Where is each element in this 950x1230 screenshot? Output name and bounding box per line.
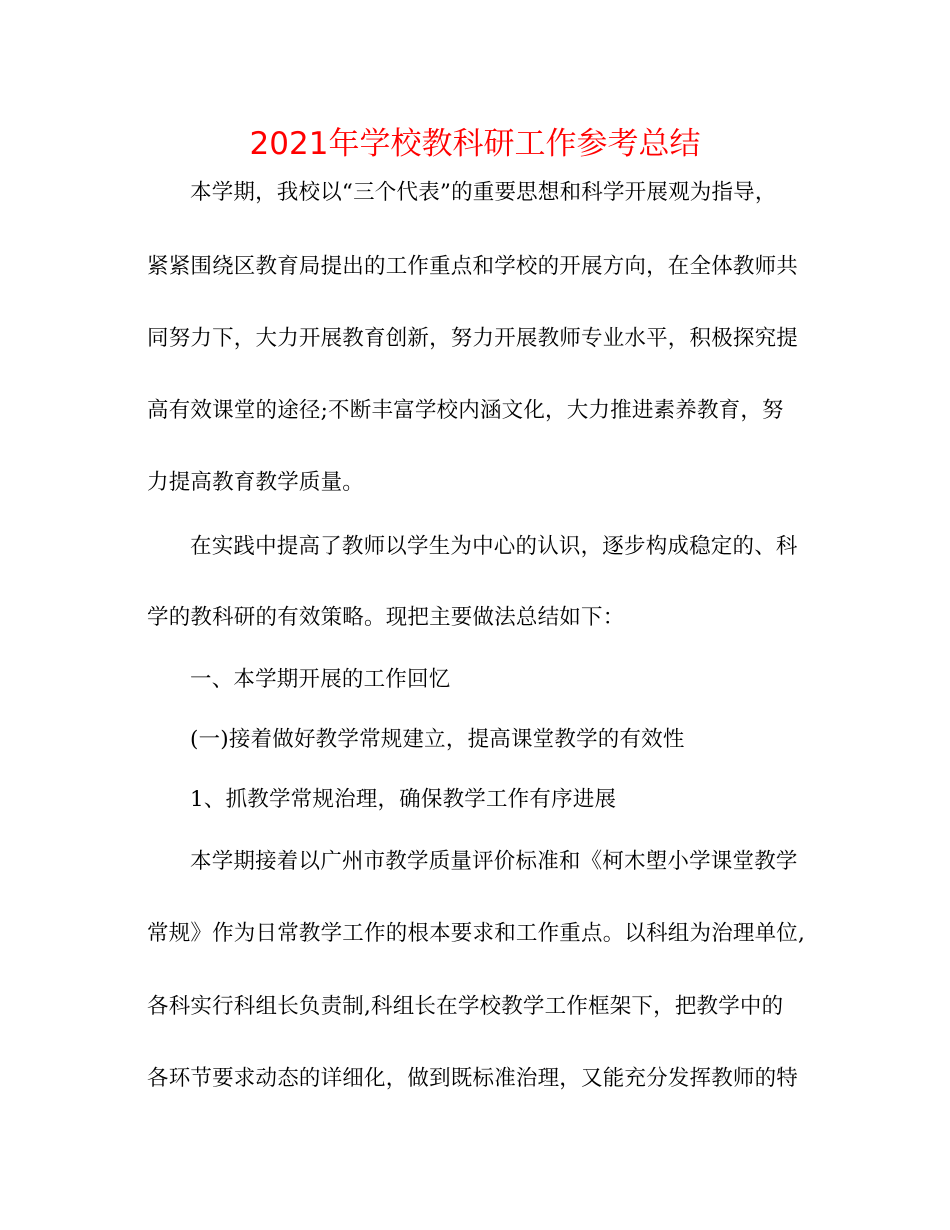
paragraph-line: 本学期接着以广州市教学质量评价标准和《柯木塱小学课堂教学 <box>190 849 798 874</box>
paragraph-line: 常规》作为日常教学工作的根本要求和工作重点。以科组为治理单位, <box>147 921 806 946</box>
paragraph-line: 各科实行科组长负责制,科组长在学校教学工作框架下，把教学中的 <box>147 994 784 1019</box>
paragraph-line: 紧紧围绕区教育局提出的工作重点和学校的开展方向，在全体教师共 <box>147 254 799 279</box>
paragraph-line: 各环节要求动态的详细化，做到既标准治理，又能充分发挥教师的特 <box>147 1066 799 1091</box>
section-heading: 一、本学期开展的工作回忆 <box>190 667 451 692</box>
paragraph-line: 力提高教育教学质量。 <box>147 470 365 495</box>
item-heading: 1、抓教学常规治理，确保教学工作有序进展 <box>190 787 617 812</box>
paragraph-line: 高有效课堂的途径;不断丰富学校内涵文化，大力推进素养教育，努 <box>147 398 784 423</box>
paragraph-line: 本学期，我校以“三个代表”的重要思想和科学开展观为指导， <box>190 180 777 205</box>
paragraph-line: 同努力下，大力开展教育创新，努力开展教师专业水平，积极探究提 <box>147 326 799 351</box>
paragraph-line: 学的教科研的有效策略。现把主要做法总结如下： <box>147 605 625 630</box>
subsection-heading: (一)接着做好教学常规建立，提高课堂教学的有效性 <box>190 727 685 752</box>
document-title: 2021年学校教科研工作参考总结 <box>249 126 701 162</box>
paragraph-line: 在实践中提高了教师以学生为中心的认识，逐步构成稳定的、科 <box>190 534 798 559</box>
